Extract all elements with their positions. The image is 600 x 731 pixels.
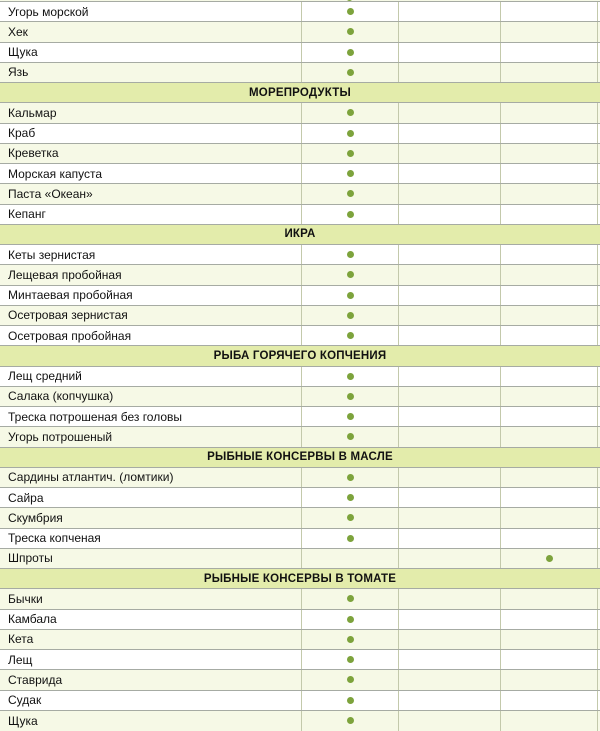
mark-cell-col4 [500, 326, 597, 345]
mark-cell-col3 [398, 610, 500, 629]
table-row [0, 205, 600, 225]
mark-cell-col3 [398, 630, 500, 649]
table-row [0, 63, 600, 83]
marker-dot-icon [347, 697, 354, 704]
table-row [0, 387, 600, 407]
table-row [0, 144, 600, 164]
mark-cell-col2 [301, 63, 398, 82]
mark-cell-col4 [500, 367, 597, 386]
mark-cell-col2 [301, 103, 398, 122]
mark-cell-col3 [398, 387, 500, 406]
product-name: Камбала [8, 612, 57, 627]
marker-dot-icon [347, 676, 354, 683]
table-row [0, 427, 600, 447]
marker-dot-icon [347, 616, 354, 623]
mark-cell-col4 [500, 245, 597, 264]
product-name: Кальмар [8, 105, 57, 120]
marker-dot-icon [347, 717, 354, 724]
product-name: Салака (копчушка) [8, 389, 114, 404]
mark-cell-col3 [398, 427, 500, 446]
mark-cell-col4 [500, 286, 597, 305]
mark-cell-col4 [500, 549, 597, 568]
marker-dot-icon [347, 312, 354, 319]
marker-dot-icon [347, 292, 354, 299]
product-name: Краб [8, 126, 36, 141]
mark-cell-col3 [398, 407, 500, 426]
table-row [0, 22, 600, 42]
mark-cell-col4 [500, 670, 597, 689]
mark-cell-col4 [500, 205, 597, 224]
table-row [0, 711, 600, 731]
marker-dot-icon [347, 8, 354, 15]
mark-cell-col2 [301, 488, 398, 507]
mark-cell-col2 [301, 245, 398, 264]
marker-dot-icon [347, 109, 354, 116]
mark-cell-col4 [500, 306, 597, 325]
mark-cell-col4 [500, 488, 597, 507]
mark-cell-col3 [398, 265, 500, 284]
mark-cell-col3 [398, 488, 500, 507]
table-row [0, 529, 600, 549]
mark-cell-col2 [301, 124, 398, 143]
marker-dot-icon [347, 150, 354, 157]
marker-dot-icon [347, 130, 354, 137]
mark-cell-col2 [301, 407, 398, 426]
product-name: Паста «Океан» [8, 186, 93, 201]
table-row [0, 326, 600, 346]
mark-cell-col3 [398, 63, 500, 82]
section-header-label: МОРЕПРОДУКТЫ [249, 86, 351, 99]
marker-dot-icon [347, 636, 354, 643]
mark-cell-col2 [301, 468, 398, 487]
mark-cell-col3 [398, 2, 500, 21]
mark-cell-col3 [398, 144, 500, 163]
mark-cell-col2 [301, 144, 398, 163]
mark-cell-col4 [500, 427, 597, 446]
mark-cell-col2 [301, 43, 398, 62]
mark-cell-col3 [398, 711, 500, 731]
table-row [0, 265, 600, 285]
section-header-row [0, 83, 600, 103]
marker-dot-icon [347, 332, 354, 339]
product-name: Морская капуста [8, 166, 103, 181]
marker-dot-icon [347, 28, 354, 35]
section-header-row [0, 346, 600, 366]
mark-cell-col3 [398, 245, 500, 264]
mark-cell-col2 [301, 691, 398, 710]
table-row [0, 589, 600, 609]
product-name: Лещ [8, 652, 33, 667]
mark-cell-col3 [398, 549, 500, 568]
product-name: Кеты зернистая [8, 247, 96, 262]
mark-cell-col3 [398, 468, 500, 487]
table-row [0, 2, 600, 22]
mark-cell-col4 [500, 22, 597, 41]
product-name: Щука [8, 45, 38, 60]
mark-cell-col2 [301, 205, 398, 224]
mark-cell-col3 [398, 184, 500, 203]
table-row [0, 245, 600, 265]
product-name: Скумбрия [8, 510, 63, 525]
mark-cell-col2 [301, 367, 398, 386]
mark-cell-col3 [398, 670, 500, 689]
section-header-label: РЫБНЫЕ КОНСЕРВЫ В МАСЛЕ [207, 451, 393, 464]
mark-cell-col2 [301, 387, 398, 406]
product-name: Минтаевая пробойная [8, 288, 133, 303]
product-name: Сардины атлантич. (ломтики) [8, 470, 174, 485]
mark-cell-col3 [398, 326, 500, 345]
marker-dot-icon [347, 433, 354, 440]
marker-dot-icon [346, 0, 353, 1]
product-name: Язь [8, 65, 29, 80]
mark-cell-col2 [301, 22, 398, 41]
mark-cell-col3 [398, 529, 500, 548]
product-name: Хек [8, 24, 28, 39]
product-name: Креветка [8, 146, 59, 161]
mark-cell-col3 [398, 589, 500, 608]
table-row [0, 164, 600, 184]
marker-dot-icon [347, 170, 354, 177]
product-name: Лещ средний [8, 369, 82, 384]
table-row [0, 184, 600, 204]
mark-cell-col4 [500, 2, 597, 21]
mark-cell-col3 [398, 650, 500, 669]
marker-dot-icon [347, 656, 354, 663]
mark-cell-col3 [398, 164, 500, 183]
section-header-row [0, 569, 600, 589]
product-name: Бычки [8, 591, 43, 606]
mark-cell-col2 [301, 184, 398, 203]
mark-cell-col2 [301, 589, 398, 608]
mark-cell-col4 [500, 711, 597, 731]
product-name: Осетровая пробойная [8, 328, 132, 343]
table-row [0, 468, 600, 488]
table-body [0, 2, 600, 731]
table-row [0, 124, 600, 144]
table-row [0, 691, 600, 711]
mark-cell-col4 [500, 164, 597, 183]
mark-cell-col4 [500, 103, 597, 122]
mark-cell-col2 [301, 286, 398, 305]
table-row [0, 306, 600, 326]
mark-cell-col4 [500, 407, 597, 426]
marker-dot-icon [347, 514, 354, 521]
marker-dot-icon [347, 413, 354, 420]
marker-dot-icon [347, 211, 354, 218]
mark-cell-col4 [500, 610, 597, 629]
table-row [0, 367, 600, 387]
mark-cell-col2 [301, 2, 398, 21]
section-header-row [0, 225, 600, 245]
mark-cell-col2 [301, 711, 398, 731]
product-name: Осетровая зернистая [8, 308, 128, 323]
table-row [0, 407, 600, 427]
product-name: Треска копченая [8, 531, 101, 546]
marker-dot-icon [347, 69, 354, 76]
mark-cell-col4 [500, 650, 597, 669]
marker-dot-icon [347, 393, 354, 400]
mark-cell-col3 [398, 124, 500, 143]
table-row [0, 43, 600, 63]
mark-cell-col2 [301, 508, 398, 527]
mark-cell-col4 [500, 387, 597, 406]
mark-cell-col4 [500, 468, 597, 487]
mark-cell-col4 [500, 184, 597, 203]
product-name: Угорь потрошеный [8, 429, 113, 444]
mark-cell-col2 [301, 427, 398, 446]
mark-cell-col2 [301, 164, 398, 183]
section-header-label: РЫБА ГОРЯЧЕГО КОПЧЕНИЯ [213, 349, 387, 362]
mark-cell-col4 [500, 529, 597, 548]
mark-cell-col4 [500, 508, 597, 527]
product-name: Лещевая пробойная [8, 267, 122, 282]
mark-cell-col4 [500, 63, 597, 82]
mark-cell-col2 [301, 265, 398, 284]
mark-cell-col3 [398, 205, 500, 224]
mark-cell-col3 [398, 367, 500, 386]
table-row [0, 286, 600, 306]
mark-cell-col3 [398, 43, 500, 62]
product-name: Щука [8, 713, 38, 728]
section-header-label: РЫБНЫЕ КОНСЕРВЫ В ТОМАТЕ [203, 572, 397, 585]
product-name: Сайра [8, 490, 44, 505]
mark-cell-col3 [398, 508, 500, 527]
mark-cell-col3 [398, 691, 500, 710]
mark-cell-col4 [500, 691, 597, 710]
table-row [0, 610, 600, 630]
mark-cell-col4 [500, 589, 597, 608]
section-header-row [0, 448, 600, 468]
marker-dot-icon [347, 494, 354, 501]
mark-cell-col2 [301, 630, 398, 649]
marker-dot-icon [546, 555, 553, 562]
mark-cell-col2 [301, 326, 398, 345]
product-name: Шпроты [8, 551, 53, 566]
product-name: Судак [8, 693, 42, 708]
mark-cell-col4 [500, 144, 597, 163]
table-row [0, 630, 600, 650]
marker-dot-icon [347, 535, 354, 542]
mark-cell-col2 [301, 610, 398, 629]
mark-cell-col2 [301, 529, 398, 548]
mark-cell-col2 [301, 549, 398, 568]
mark-cell-col3 [398, 103, 500, 122]
product-name: Треска потрошеная без головы [8, 409, 183, 424]
mark-cell-col2 [301, 650, 398, 669]
mark-cell-col3 [398, 306, 500, 325]
table-row [0, 103, 600, 123]
partial-row-top [0, 0, 600, 2]
marker-dot-icon [347, 190, 354, 197]
marker-dot-icon [347, 251, 354, 258]
table-row [0, 549, 600, 569]
marker-dot-icon [347, 373, 354, 380]
mark-cell-col4 [500, 265, 597, 284]
mark-cell-col2 [301, 306, 398, 325]
marker-dot-icon [347, 474, 354, 481]
section-header-label: ИКРА [284, 228, 316, 241]
table-row [0, 670, 600, 690]
marker-dot-icon [347, 271, 354, 278]
mark-cell-col4 [500, 43, 597, 62]
table-row [0, 488, 600, 508]
mark-cell-col4 [500, 630, 597, 649]
mark-cell-col2 [301, 670, 398, 689]
product-name: Угорь морской [8, 4, 89, 19]
table-row [0, 650, 600, 670]
product-name: Кепанг [8, 207, 46, 222]
product-name: Кета [8, 632, 34, 647]
marker-dot-icon [347, 595, 354, 602]
marker-dot-icon [347, 49, 354, 56]
mark-cell-col3 [398, 286, 500, 305]
mark-cell-col3 [398, 22, 500, 41]
mark-cell-col4 [500, 124, 597, 143]
product-name: Ставрида [8, 672, 63, 687]
table-row [0, 508, 600, 528]
